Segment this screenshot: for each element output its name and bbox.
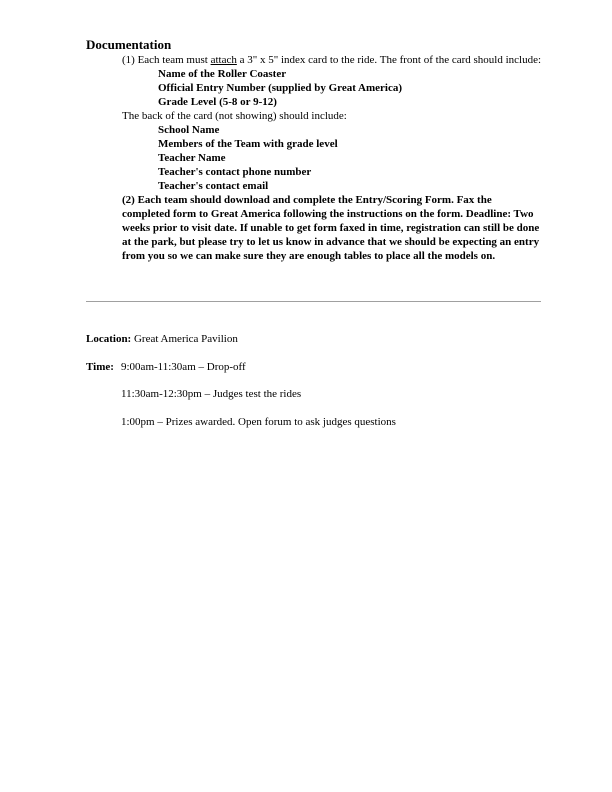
section-title: Documentation [86,37,172,52]
time-entry: 9:00am-11:30am – Drop-off [121,361,246,373]
paragraph-attach-card [122,53,542,67]
back-intro: The back of the card (not showing) should include: [122,110,347,122]
time-label: Time: [86,361,114,373]
horizontal-divider [86,301,541,302]
para1-underlined-word: attach [210,54,237,66]
back-item: Teacher's contact email [158,180,269,192]
documentation-body [122,53,542,263]
front-item: Grade Level (5-8 or 9-12) [158,96,277,108]
back-item: Members of the Team with grade level [158,138,338,150]
para1-prefix: (1) Each team must [122,54,211,66]
time-entry: 11:30am-12:30pm – Judges test the rides [121,388,302,400]
back-item: School Name [158,124,220,136]
time-entry: 1:00pm – Prizes awarded. Open forum to ask judges questions [121,416,396,428]
back-item: Teacher's contact phone number [158,166,312,178]
front-item: Official Entry Number (supplied by Great America) [158,82,403,94]
paragraph-entry-form: (2) Each team should download and complete the Entry/Scoring Form. Fax the completed form to Great America following the instructions on the form. Deadline: Two weeks prior to visit date. If unable to get form faxed in time, registration can still be done at the park, but please try to let us know in advance that we should be expecting an entry from you so we can make sure they are enough tables to place all the models on. [122,194,540,262]
location-label: Location: [86,333,132,345]
location-value: Great America Pavilion [133,333,238,345]
front-item: Name of the Roller Coaster [158,68,287,80]
para1-suffix: a 3" x 5" index card to the ride. The front of the card should include: [236,54,542,66]
location-line [86,332,238,346]
back-item: Teacher Name [158,152,226,164]
